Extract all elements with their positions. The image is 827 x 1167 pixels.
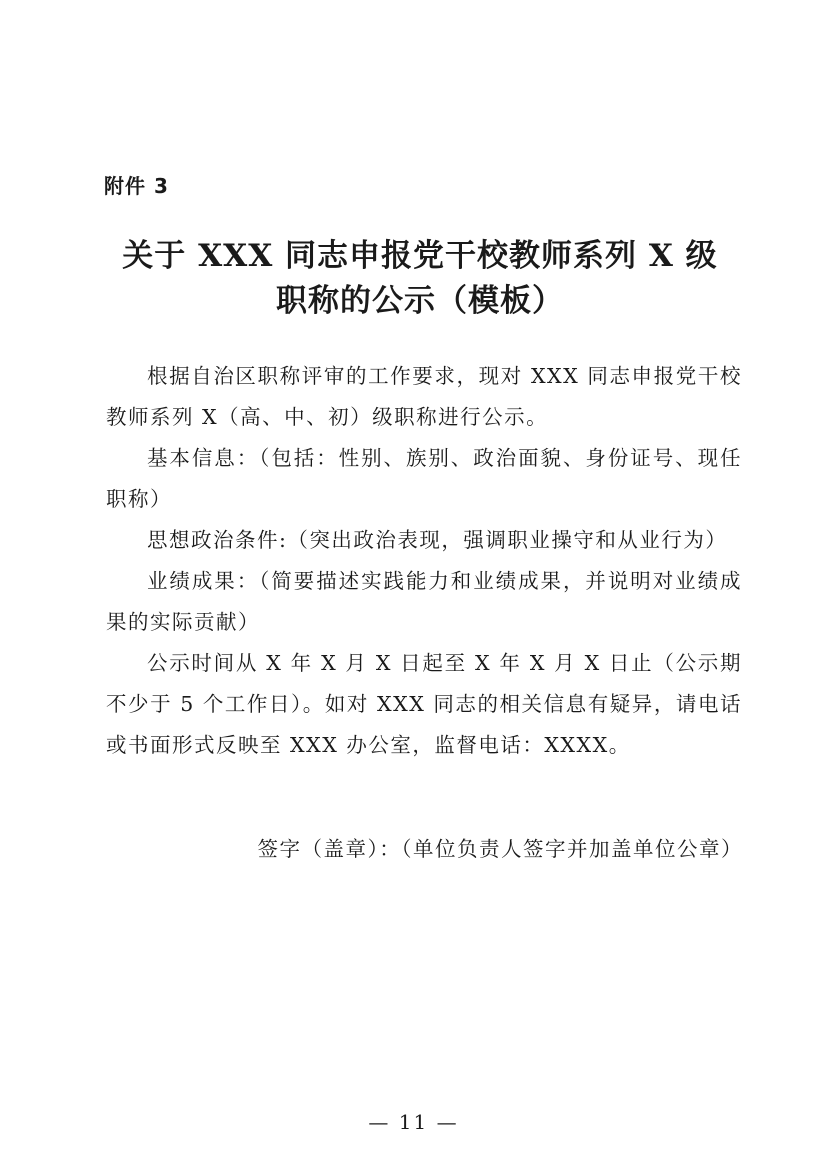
signature-line: 签字（盖章）：（单位负责人签字并加盖单位公章） (257, 837, 743, 861)
paragraph-basic-info: 基本信息：（包括：性别、族别、政治面貌、身份证号、现任职称） (106, 446, 742, 511)
document-title-line-1: 关于 XXX 同志申报党干校教师系列 X 级 (122, 238, 718, 274)
attachment-label: 附件 3 (104, 174, 169, 198)
paragraph-publicity-period: 公示时间从 X 年 X 月 X 日起至 X 年 X 月 X 日止（公示期不少于 5 个工作日）。如对 XXX 同志的相关信息有疑异，请电话或书面形式反映至 XXX 办公室，监督电话：XXXX。 (106, 651, 742, 757)
paragraph-intro: 根据自治区职称评审的工作要求，现对 XXX 同志申报党干校教师系列 X（高、中、初）级职称进行公示。 (106, 364, 742, 429)
paragraph-political-conditions: 思想政治条件:（突出政治表现，强调职业操守和从业行为） (147, 528, 728, 552)
document-body (106, 356, 742, 766)
page-number: — 11 — (368, 1110, 459, 1134)
paragraph-achievements: 业绩成果：（简要描述实践能力和业绩成果，并说明对业绩成果的实际贡献） (106, 569, 742, 634)
document-title-line-2: 职称的公示（模板） (276, 283, 564, 319)
